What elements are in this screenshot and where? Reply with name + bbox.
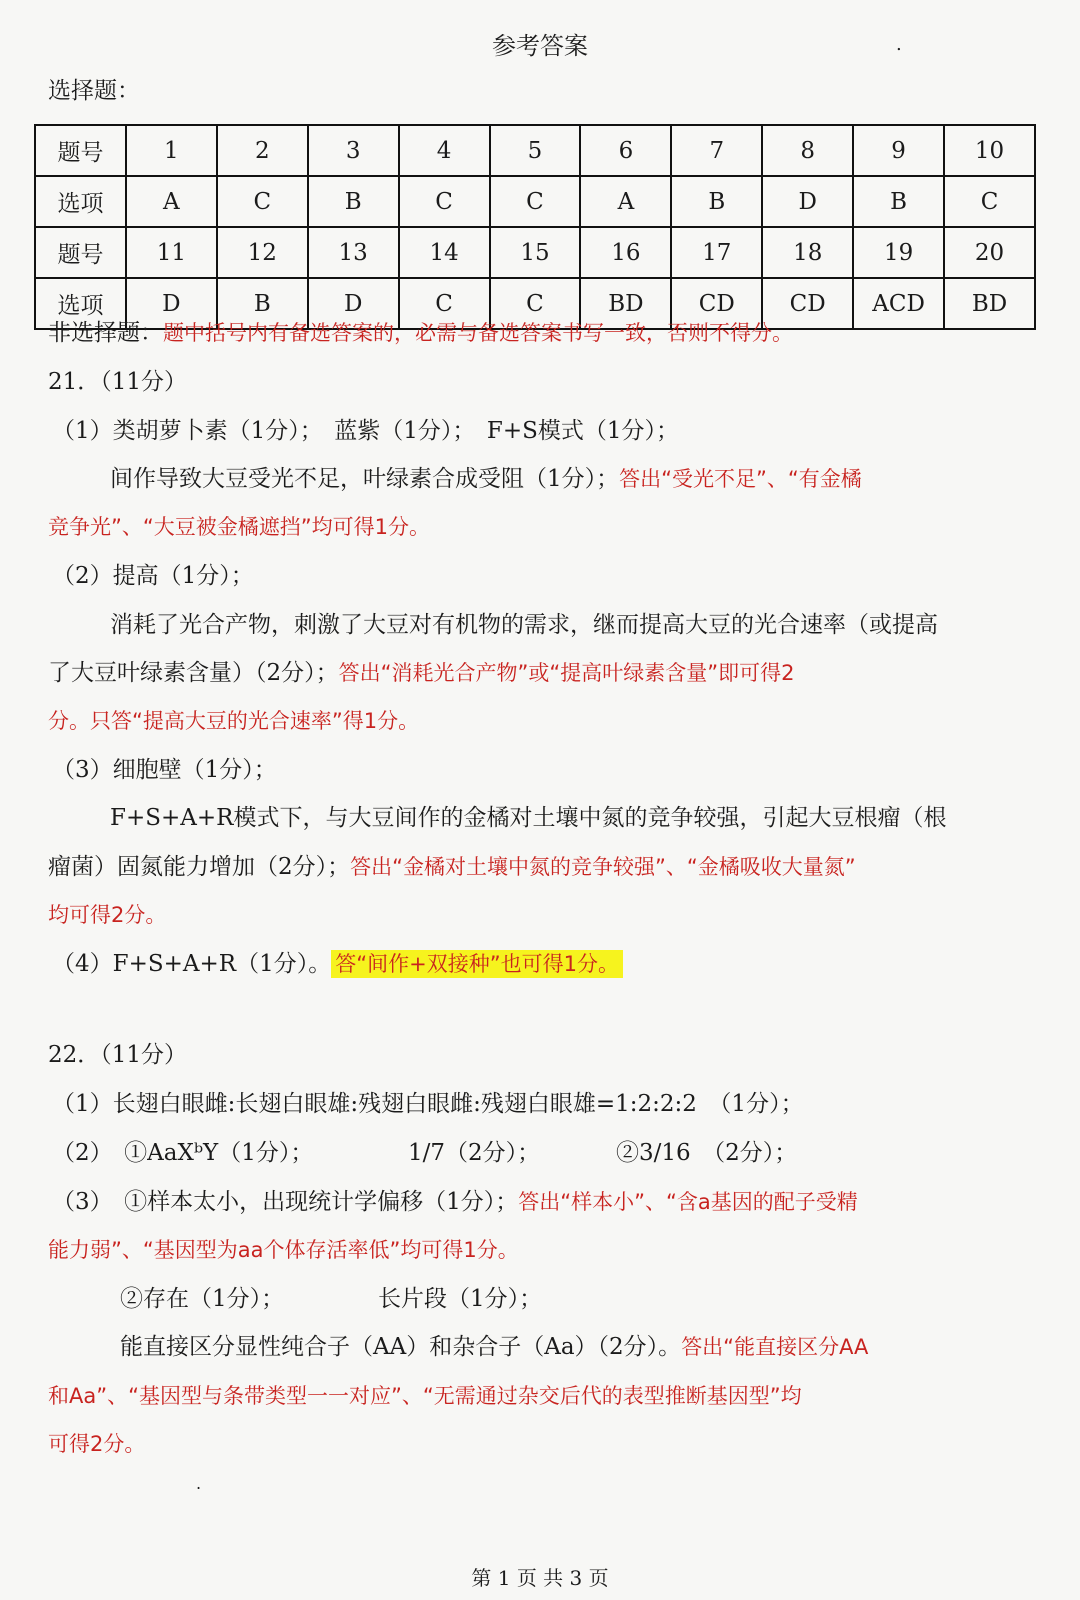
table-cell: 14 <box>399 227 490 278</box>
q21-part4 <box>52 949 623 979</box>
table-cell: 20 <box>944 227 1035 278</box>
table-cell: A <box>126 176 217 227</box>
table-cell: D <box>126 278 217 329</box>
row-label: 选项 <box>35 278 126 329</box>
nonchoice-line <box>48 318 793 348</box>
table-cell: C <box>399 176 490 227</box>
table-cell: A <box>580 176 671 227</box>
q21-part3-criteria-cont: 均可得2分。 <box>48 903 167 927</box>
q21-part2-criteria: 答出“消耗光合产物”或“提高叶绿素含量”即可得2 <box>338 661 795 685</box>
table-cell: 19 <box>853 227 944 278</box>
question-number-row <box>35 125 1035 176</box>
q21-part3-criteria: 答出“金橘对土壤中氮的竞争较强”、“金橘吸收大量氮” <box>350 855 856 879</box>
table-cell: BD <box>580 278 671 329</box>
q21-header: 21．（11分） <box>48 369 188 395</box>
q22-part2b: 1/7（2分）； <box>408 1140 541 1166</box>
table-cell: B <box>217 278 308 329</box>
table-cell: C <box>399 278 490 329</box>
q21-part1-criteria: 答出“受光不足”、“有金橘 <box>619 467 862 491</box>
table-cell: 15 <box>490 227 581 278</box>
q22-part3c-criteria-end: 可得2分。 <box>48 1432 146 1456</box>
table-cell: 17 <box>671 227 762 278</box>
table-cell: 5 <box>490 125 581 176</box>
table-cell: C <box>944 176 1035 227</box>
q21-part1-detail <box>110 464 862 494</box>
table-cell: CD <box>671 278 762 329</box>
q21-part1-criteria-cont: 竞争光”、“大豆被金橘遮挡”均可得1分。 <box>48 515 430 539</box>
table-cell: 9 <box>853 125 944 176</box>
nonchoice-heading: 非选择题： <box>48 320 163 346</box>
q21-part2-detail-cont <box>48 658 795 688</box>
q21-part4-text: （4）F+S+A+R（1分）。 <box>52 951 332 977</box>
q21-part2-text: 了大豆叶绿素含量）（2分）； <box>48 660 339 686</box>
q22-part3c-criteria: 答出“能直接区分AA <box>681 1335 869 1359</box>
table-cell: CD <box>762 278 853 329</box>
q21-part3-text: 瘤菌）固氮能力增加（2分）； <box>48 854 351 880</box>
table-cell: 6 <box>580 125 671 176</box>
q21-part2: （2）提高（1分）； <box>52 563 254 589</box>
q21-part1-text: 间作导致大豆受光不足，叶绿素合成受阻（1分）； <box>110 466 620 492</box>
q21-part1: （1）类胡萝卜素（1分）； 蓝紫（1分）； F+S模式（1分）； <box>52 418 680 444</box>
q22-part3b: ②存在（1分）； <box>120 1286 285 1312</box>
q21-part4-highlight: 答“间作+双接种”也可得1分。 <box>331 950 623 978</box>
q21-part2-detail: 消耗了光合产物，刺激了大豆对有机物的需求，继而提高大豆的光合速率（或提高 <box>110 612 938 638</box>
table-cell: 8 <box>762 125 853 176</box>
table-cell: 13 <box>308 227 399 278</box>
question-number-row <box>35 227 1035 278</box>
q22-part1: （1）长翅白眼雌:长翅白眼雄:残翅白眼雌:残翅白眼雄=1:2:2:2 （1分）； <box>52 1091 804 1117</box>
table-cell: 11 <box>126 227 217 278</box>
q22-part3a-text: （3） ①样本太小，出现统计学偏移（1分）； <box>52 1189 519 1215</box>
nonchoice-note: 题中括号内有备选答案的，必需与备选答案书写一致，否则不得分。 <box>163 321 793 345</box>
table-cell: ACD <box>853 278 944 329</box>
q22-part3c <box>120 1332 868 1362</box>
page-number: 第 1 页 共 3 页 <box>471 1566 609 1590</box>
table-cell: B <box>853 176 944 227</box>
page-title: 参考答案 <box>492 32 588 60</box>
answer-row <box>35 176 1035 227</box>
row-label: 题号 <box>35 227 126 278</box>
row-label: 选项 <box>35 176 126 227</box>
scan-mark-bottom: . <box>196 1474 202 1493</box>
answer-table <box>34 124 1036 330</box>
table-cell: C <box>490 278 581 329</box>
table-cell: BD <box>944 278 1035 329</box>
q21-part3-detail: F+S+A+R模式下，与大豆间作的金橘对土壤中氮的竞争较强，引起大豆根瘤（根 <box>110 805 947 831</box>
q22-part3a-criteria: 答出“样本小”、“含a基因的配子受精 <box>518 1190 858 1214</box>
q22-part3c-text: 能直接区分显性纯合子（AA）和杂合子（Aa）（2分）。 <box>120 1334 682 1360</box>
table-cell: 4 <box>399 125 490 176</box>
q22-part2a: （2） ①AaXᵇY（1分）； <box>52 1140 314 1166</box>
q22-part3a <box>52 1187 858 1217</box>
table-cell: B <box>671 176 762 227</box>
q22-part3c-criteria-cont: 和Aa”、“基因型与条带类型一一对应”、“无需通过杂交后代的表型推断基因型”均 <box>48 1384 802 1408</box>
table-cell: 10 <box>944 125 1035 176</box>
table-cell: 18 <box>762 227 853 278</box>
q22-part2c: ②3/16 （2分）； <box>616 1140 798 1166</box>
table-cell: C <box>217 176 308 227</box>
row-label: 题号 <box>35 125 126 176</box>
q21-part2-criteria-cont: 分。只答“提高大豆的光合速率”得1分。 <box>48 709 420 733</box>
table-cell: C <box>490 176 581 227</box>
table-cell: 7 <box>671 125 762 176</box>
table-cell: 3 <box>308 125 399 176</box>
choice-heading: 选择题： <box>48 78 140 104</box>
q21-part3-detail-cont <box>48 852 856 882</box>
table-cell: 16 <box>580 227 671 278</box>
q22-part3b-second: 长片段（1分）； <box>378 1286 543 1312</box>
table-cell: 2 <box>217 125 308 176</box>
table-cell: D <box>308 278 399 329</box>
table-cell: D <box>762 176 853 227</box>
table-cell: B <box>308 176 399 227</box>
table-cell: 1 <box>126 125 217 176</box>
q22-part3a-criteria-cont: 能力弱”、“基因型为aa个体存活率低”均可得1分。 <box>48 1238 519 1262</box>
q22-header: 22．（11分） <box>48 1042 188 1068</box>
scan-mark: . <box>896 34 902 55</box>
table-cell: 12 <box>217 227 308 278</box>
q21-part3: （3）细胞壁（1分）； <box>52 757 277 783</box>
